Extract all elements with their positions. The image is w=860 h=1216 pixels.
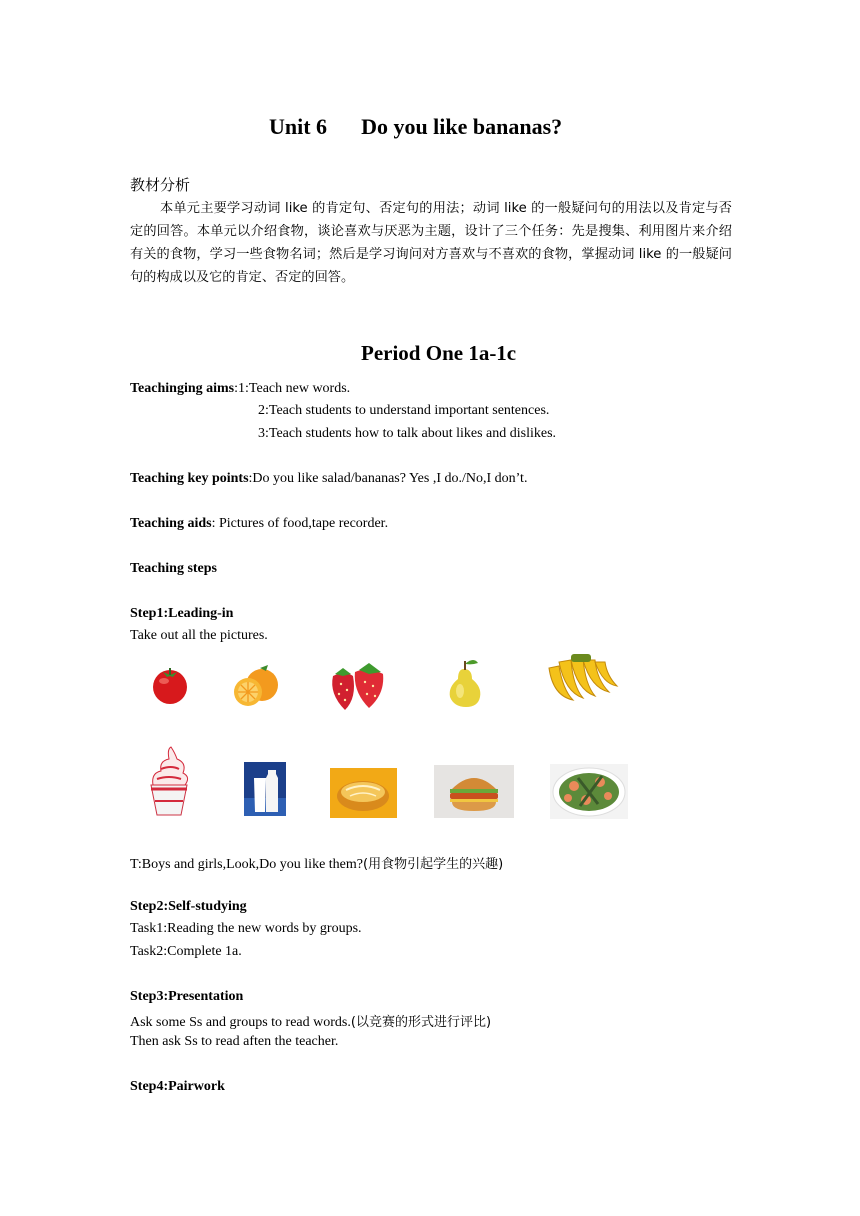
salad-image — [550, 764, 628, 819]
step1-text: Take out all the pictures. — [130, 628, 268, 643]
teaching-steps-heading: Teaching steps — [130, 561, 218, 576]
step1-heading: Step1:Leading-in — [130, 606, 234, 621]
analysis-heading: 教材分析 — [130, 176, 191, 194]
unit-title — [269, 114, 562, 140]
task1-text: Task1:Reading the new words by groups. — [130, 921, 362, 936]
milk-image — [244, 762, 286, 816]
bananas-image — [543, 650, 621, 708]
aims-label: Teachinging aims — [130, 381, 235, 396]
teaching-aims-line — [130, 381, 350, 397]
step2-heading: Step2:Self-studying — [130, 899, 247, 914]
ice-cream-image — [137, 745, 201, 817]
step3-line1 — [130, 1011, 491, 1031]
step3-line2: Then ask Ss to read aften the teacher. — [130, 1034, 339, 1049]
question-cn: (用食物引起学生的兴趣) — [363, 857, 504, 872]
task2-text: Task2:Complete 1a. — [130, 944, 242, 959]
period-title: Period One 1a-1c — [361, 341, 517, 365]
question-line — [130, 853, 503, 873]
teaching-aids-line — [130, 516, 388, 532]
step4-heading: Step4:Pairwork — [130, 1079, 225, 1094]
key-points-text: :Do you like salad/bananas? Yes ,I do./No,I don’t. — [248, 471, 528, 486]
aims-item-1: :1:Teach new words. — [234, 381, 351, 396]
aims-item-2: 2:Teach students to understand important sentences. — [258, 403, 550, 418]
aids-label: Teaching aids — [130, 516, 212, 531]
aids-text: : Pictures of food,tape recorder. — [211, 516, 389, 531]
question-en: T:Boys and girls,Look,Do you like them? — [130, 857, 363, 872]
orange-image — [230, 660, 286, 710]
aims-item-3: 3:Teach students how to talk about likes and dislikes. — [258, 426, 557, 441]
unit-number: Unit 6 — [269, 114, 328, 139]
analysis-paragraph: 本单元主要学习动词 like 的肯定句、否定句的用法；动词 like 的一般疑问句的用法以及肯定与否定的回答。本单元以介绍食物，谈论喜欢与厌恶为主题，设计了三个任务：先是搜集、利用图片来介绍有关的食物，学习一些食物名词；然后是学习询问对方喜欢与不喜欢的食物，掌握动词 like 的一般疑问句的构成以及它的肯定、否定的回答。 — [130, 201, 732, 285]
pear-image — [438, 655, 490, 709]
hamburger-image — [434, 765, 514, 818]
step3-heading: Step3:Presentation — [130, 989, 244, 1004]
key-points-line — [130, 471, 527, 487]
key-points-label: Teaching key points — [130, 471, 249, 486]
strawberry-image — [325, 658, 389, 714]
step3-line1-en: Ask some Ss and groups to read words. — [130, 1015, 351, 1030]
tomato-image — [137, 660, 203, 708]
bread-image — [330, 768, 397, 818]
step3-line1-cn: (以竞赛的形式进行评比) — [350, 1015, 492, 1030]
unit-name: Do you like bananas? — [361, 114, 563, 139]
